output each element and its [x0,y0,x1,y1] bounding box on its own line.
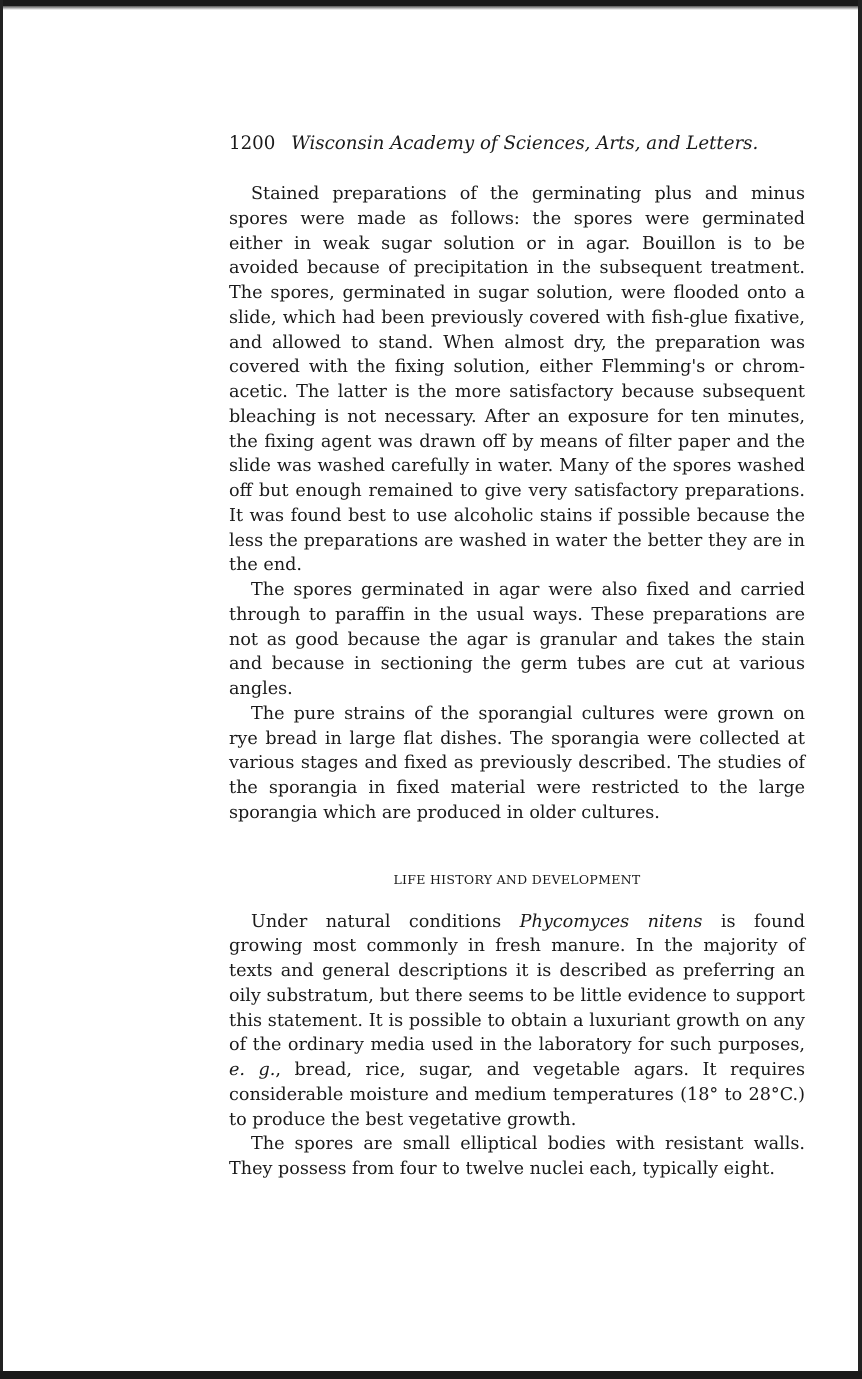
p4-text-end: , bread, rice, sugar, and vegetable agars. It requires considerable moisture and medium temperatures (18° to 28°C.) to produce the best vegetative growth. [229,1060,805,1130]
page-number: 1200 [229,133,276,154]
scan-border-left [0,0,3,1379]
page-body [229,130,805,1182]
section-heading: LIFE HISTORY AND DEVELOPMENT [393,871,641,887]
scan-border-right [858,0,862,1379]
abbreviation-eg: e. g. [229,1060,276,1080]
paragraph-spores: The spores are small elliptical bodies with resistant walls. They possess from four to twelve nuclei each, typically eight. [229,1134,805,1179]
paragraph-natural-conditions [229,910,805,1133]
paragraph-stained-preparations: Stained preparations of the germinating plus and minus spores were made as follows: the spores were germinated either in weak sugar solution or in agar. Bouillon is to be avoided because of precipitation in the subsequent treatment. The spores, germinated in sugar solution, were flooded onto a slide, which had been previously covered with fish-glue fixative, and allowed to stand. When almost dry, the preparation was covered with the fixing solution, either Flemming's or chrom-acetic. The latter is the more satisfactory because subsequent bleaching is not necessary. After an exposure for ten minutes, the fixing agent was drawn off by means of filter paper and the slide was washed carefully in water. Many of the spores washed off but enough remained to give very satisfactory preparations. It was found best to use alcoholic stains if possible because the less the preparations are washed in water the better they are in the end. [229,184,805,576]
p4-text-start: Under natural conditions [251,911,520,932]
p4-text-middle: is found growing most commonly in fresh manure. In the majority of texts and general descriptions it is described as preferring an oily substratum, but there seems to be little evidence to support this statement. It is possible to obtain a luxuriant growth on any of the ordinary media used in the laboratory for such purposes, [229,911,805,1056]
journal-title: Wisconsin Academy of Sciences, Arts, and Letters. [291,133,759,154]
paragraph-agar-spores: The spores germinated in agar were also fixed and carried through to paraffin in the usual ways. These preparations are not as good because the agar is granular and takes the stain and because in sectioning the germ tubes are cut at various angles. [229,580,805,699]
running-head [229,130,805,158]
scan-shadow-top [0,6,862,10]
paragraph-sporangial-cultures: The pure strains of the sporangial cultures were grown on rye bread in large flat dishes. The sporangia were collected at various stages and fixed as previously described. The studies of the sporangia in fixed material were restricted to the large sporangia which are produced in older cultures. [229,703,805,823]
scan-border-bottom [0,1371,862,1379]
species-name: Phycomyces nitens [519,911,703,932]
